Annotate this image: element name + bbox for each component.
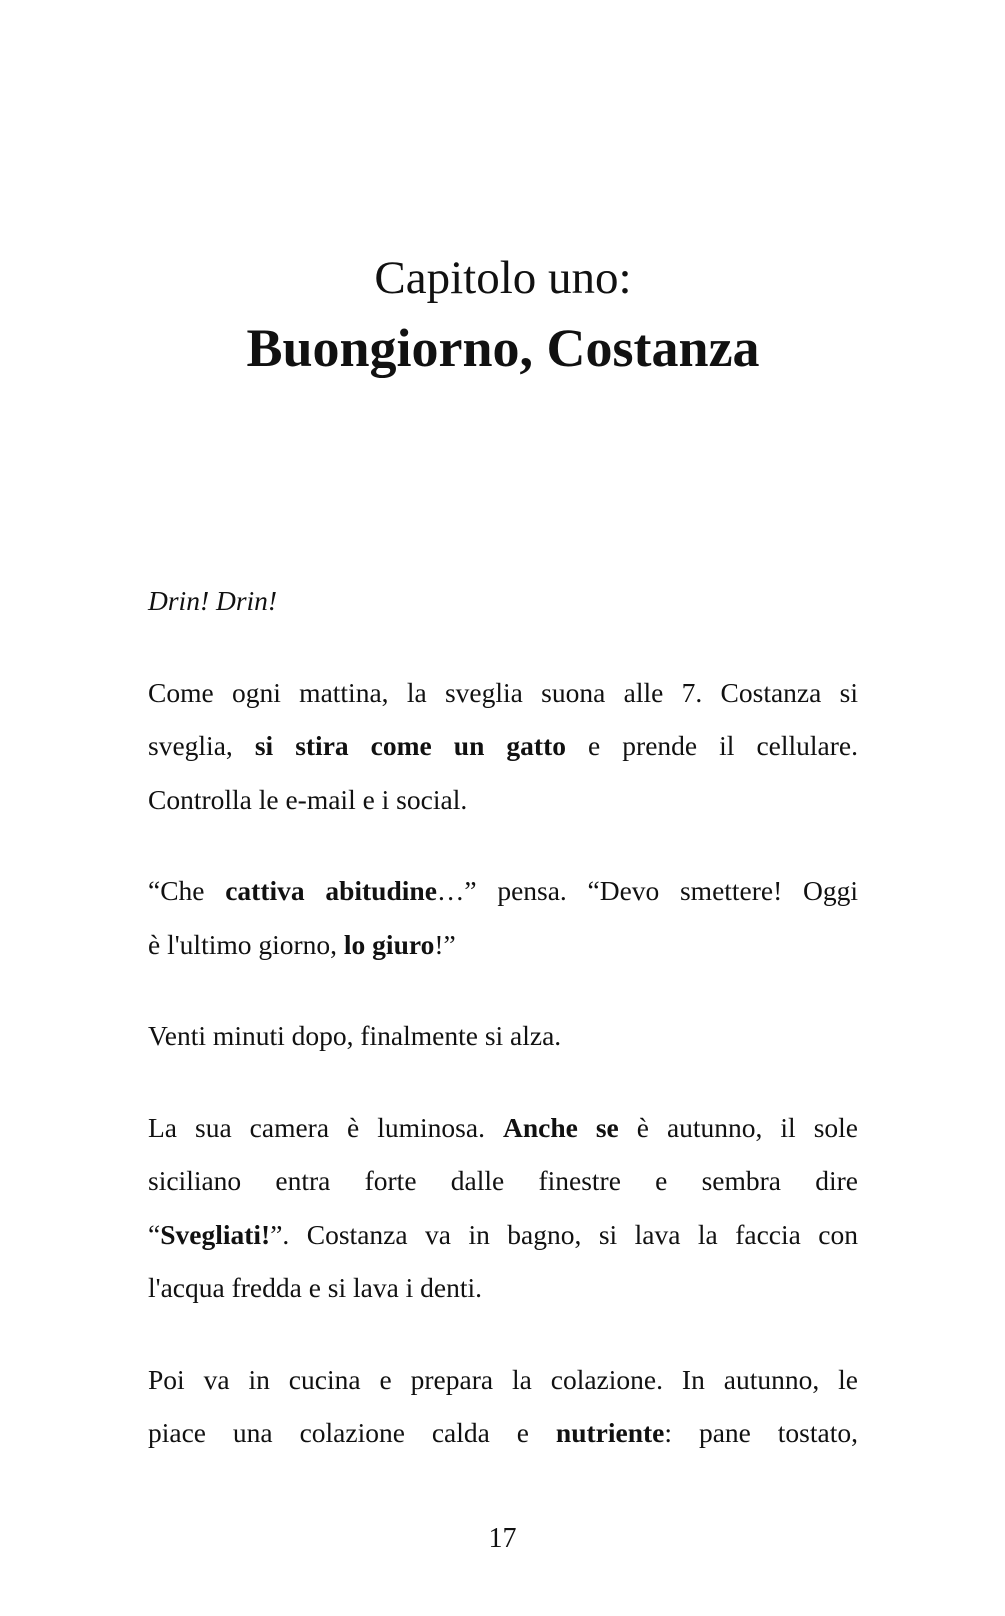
text-run: lo giuro (343, 928, 435, 960)
text-line (148, 719, 858, 773)
text-run: …” pensa. “Devo smettere! Oggi (436, 875, 858, 906)
text-run: è autunno, il sole (618, 1111, 858, 1143)
text-run: si stira come un gatto (254, 730, 566, 761)
text-line (148, 864, 858, 918)
text-run: sveglia, (148, 730, 255, 761)
text-run: Svegliati! (160, 1218, 271, 1250)
text-line (148, 1353, 858, 1407)
text-run: piace una colazione calda e (148, 1417, 556, 1448)
paragraph (148, 574, 858, 628)
text-run: Venti minuti dopo, finalmente si alza. (148, 1020, 562, 1051)
text-run: “Che (148, 875, 226, 906)
text-line (148, 1154, 858, 1208)
paragraph (148, 864, 858, 971)
text-line (148, 773, 858, 827)
chapter-label: Capitolo uno: (374, 252, 632, 304)
text-line (148, 1101, 858, 1155)
text-run: La sua camera è luminosa. (148, 1111, 503, 1143)
text-line (148, 1261, 858, 1315)
text-line (148, 1009, 858, 1063)
text-run: ”. Costanza va in bagno, si lava la faccia con (270, 1218, 858, 1250)
text-run: è l'ultimo giorno, (148, 928, 344, 960)
text-line (148, 1208, 858, 1262)
paragraph (148, 1101, 858, 1315)
text-run: “ (148, 1218, 161, 1250)
text-line (148, 918, 858, 972)
text-run: l'acqua fredda e si lava i denti. (148, 1272, 483, 1303)
text-run: e prende il cellulare. (566, 730, 858, 761)
paragraph (148, 1353, 858, 1460)
text-line (148, 666, 858, 720)
page-number: 17 (488, 1523, 517, 1554)
chapter-title: Buongiorno, Costanza (246, 318, 760, 378)
paragraph (148, 1009, 858, 1063)
text-run: Controlla le e-mail e i social. (148, 783, 468, 815)
text-run: Drin! Drin! (148, 585, 278, 616)
text-run: !” (434, 928, 456, 960)
text-run: siciliano entra forte dalle finestre e sembra dire (148, 1165, 858, 1196)
paragraph (148, 666, 858, 827)
page-body (148, 574, 858, 1460)
text-run: nutriente (555, 1417, 665, 1448)
text-line (148, 1406, 858, 1460)
text-run: cattiva abitudine (225, 875, 437, 906)
text-run: : pane tostato, (664, 1417, 858, 1448)
text-line (148, 574, 858, 628)
text-run: Come ogni mattina, la sveglia suona alle 7. Costanza si (148, 676, 858, 708)
text-run: Anche se (502, 1111, 619, 1143)
text-run: Poi va in cucina e prepara la colazione. In autunno, le (148, 1363, 858, 1395)
